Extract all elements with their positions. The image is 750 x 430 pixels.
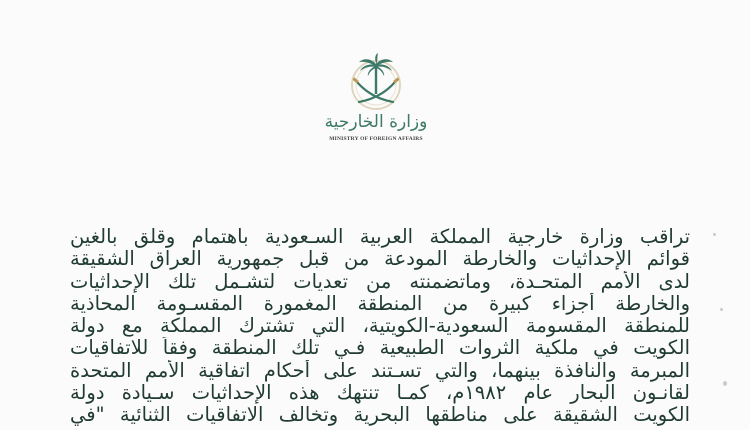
body-line: الكويت الشقيقة على مناطقها البحرية وتخالف الاتفاقيات الثنائية "في: [70, 404, 690, 427]
ministry-name-arabic: وزارة الخارجية: [324, 112, 428, 132]
palm-and-swords-emblem-icon: [341, 52, 411, 114]
body-line: والخارطة أجزاء كبيرة من المنطقة المغمورة المقسـومة المحاذية: [70, 292, 690, 315]
scan-speck: [713, 233, 716, 236]
statement-body: [70, 226, 690, 427]
scan-speck: [723, 381, 727, 386]
ministry-name-english: MINISTRY OF FOREIGN AFFAIRS: [329, 136, 423, 142]
body-line: قوائم الإحداثيات والخارطة المودعة من قبل جمهورية العراق الشقيقة: [70, 248, 690, 271]
body-line: للمنطقة المقسومة السعودية-الكويتية، التي تشترك المملكة مع دولة: [70, 315, 690, 338]
ministry-letterhead: [318, 52, 434, 152]
body-line: لدى الأمم المتحـدة، وماتضمنته من تعديات لتشـمل تلك الإحداثيات: [70, 270, 690, 293]
body-line: الكويت في ملكية الثروات الطبيعية فـي تلك المنطقة وفقاً للاتفاقيات: [70, 337, 690, 360]
body-line: لقانـون البحار عام ١٩٨٢م، كمـا تنتهك هذه الإحداثيات سـيادة دولة: [70, 382, 690, 405]
body-line: المبرمة والنافذة بينهما، والتي تسـتند على أحكام اتفاقية الأمم المتحدة: [70, 359, 690, 382]
scan-speck: [720, 308, 723, 311]
body-line: تراقب وزارة خارجية المملكة العربية السـعودية باهتمام وقلق بالغين: [70, 226, 690, 248]
